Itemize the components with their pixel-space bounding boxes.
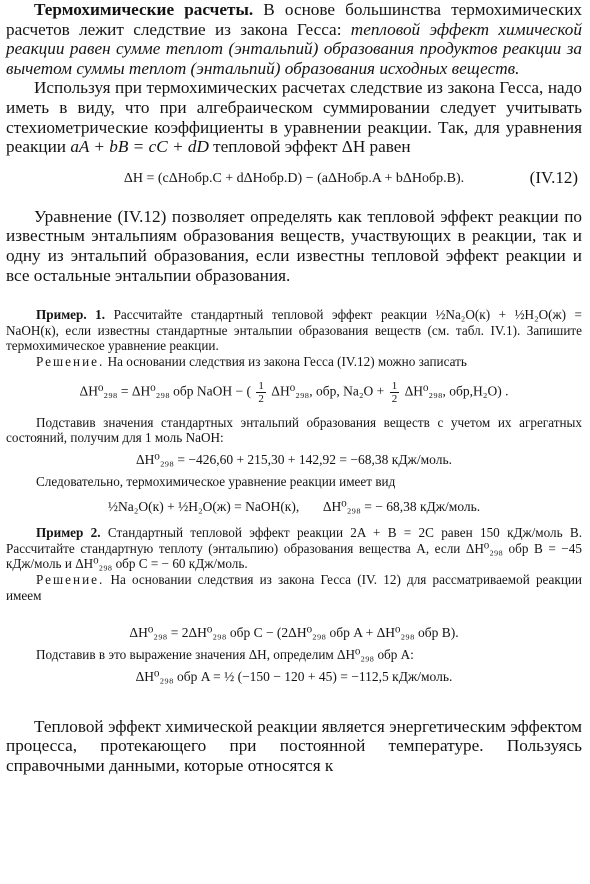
equation-number: (IV.12) [529,167,578,187]
paragraph-hess-law [6,0,582,78]
equation-value: ΔH⁰₂₉₈ = − 68,38 кДж/моль. [322,499,481,515]
equation-part: ΔH⁰₂₉₈, обр, Na₂O + [271,383,388,399]
example-2-heading: Пример 2. [36,525,101,541]
example-2-equation-2: ΔH⁰₂₉₈ обр A = ½ (−150 − 120 + 45) = −112,5 кДж/моль. [135,668,453,684]
equation-IV12 [6,167,582,187]
paragraph-text: Используя при термохимических расчетах следствие из закона Гесса, надо иметь в виду, что при алгебраическом суммировании следует учитывать стехиометрические коэффициенты в уравнении реакции. Так, для уравнения реакции [6,78,582,157]
example-1-conclusion-text: Следовательно, термохимическое уравнение реакции имеет вид [36,473,396,489]
example-2-substitution-text: Подставив в это выражение значения ΔH, определим ΔH⁰₂₉₈ обр A: [36,647,414,663]
fraction-half: $\frac{1}{2}$ [391,379,398,405]
example-text: Стандартный тепловой эффект реакции 2A + B = 2C равен 150 кДж/моль B. Рассчитайте стандартную теплоту (энтальпию) образования вещества A, если ΔH⁰₂₉₈ обр B = −45 кДж/моль и ΔH⁰₂₉₈ обр C = − 60 кДж/моль. [6,525,582,572]
example-1-equation-2: ΔH⁰₂₉₈ = −426,60 + 215,30 + 142,92 = −68,38 кДж/моль. [136,451,452,467]
equation-reaction: ½Na₂O(к) + ½H₂O(ж) = NaOH(к), [107,499,300,515]
example-1-substitution-text: Подставив значения стандартных энтальпий образования веществ с учетом их агрегатных состояний, получим для 1 моль NaOH: [6,414,582,446]
example-1-solution [6,354,582,370]
example-1-equation-1 [6,380,582,405]
general-reaction: aA + bB = cC + dD [70,137,209,157]
example-1-heading: Пример. 1. [36,307,106,323]
example-1-statement [6,307,582,354]
equation-expression: ΔH = (cΔHобр.C + dΔHобр.D) − (aΔHобр.A + bΔHобр.B). [123,170,465,186]
example-2-solution [6,572,582,603]
example-2-equation-1: ΔH⁰₂₉₈ = 2ΔH⁰₂₉₈ обр C − (2ΔH⁰₂₉₈ обр A + ΔH⁰₂₉₈ обр B). [129,625,459,641]
solution-text: На основании следствия из закона Гесса (IV.12) можно записать [104,353,467,369]
paragraph-text: В основе большинства термохимических расчетов лежит следствие из закона Гесса: [6,0,582,39]
equation-part: ΔH⁰₂₉₈, обр,H₂O [404,383,498,399]
section-heading: Термохимические расчеты. [34,0,254,19]
example-2-statement [6,525,582,572]
paragraph-equation-usage: Уравнение (IV.12) позволяет определять как тепловой эффект реакции по известным энтальпиям образования веществ, участвующих в реакции, так и одну из энтальпий образования, если известны тепловой эффект реакции и все остальные энтальпии образования. [6,206,582,285]
solution-label: Решение. [36,353,105,369]
paragraph-closing: Тепловой эффект химической реакции является энергетическим эффектом процесса, протекающего при постоянной температуре. Пользуясь справочными данными, которые относятся к [6,716,582,776]
example-1-thermochemical-equation [6,499,582,515]
solution-label: Решение. [36,572,105,588]
solution-text: На основании следствия из закона Гесса (IV. 12) для рассматриваемой реакции имеем [6,572,582,603]
equation-part: ) . [497,383,509,399]
paragraph-text: тепловой эффект ΔH равен [208,137,411,157]
paragraph-stoichiometry [6,78,582,156]
equation-part: ΔH⁰₂₉₈ = ΔH⁰₂₉₈ обр NaOH − ( [79,383,252,399]
fraction-half: $\frac{1}{2}$ [258,379,264,405]
example-text: Рассчитайте стандартный тепловой эффект реакции ½Na₂O(к) + ½H₂O(ж) = NaOH(к), если известны стандартные энтальпии образования веществ (см. табл. IV.1). Запишите термохимическое уравнение реакции. [6,307,582,354]
hess-law-statement: тепловой эффект химической реакции равен сумме теплот (энтальпий) образования продуктов реакции за вычетом суммы теплот (энтальпий) образования исходных веществ. [6,19,582,78]
